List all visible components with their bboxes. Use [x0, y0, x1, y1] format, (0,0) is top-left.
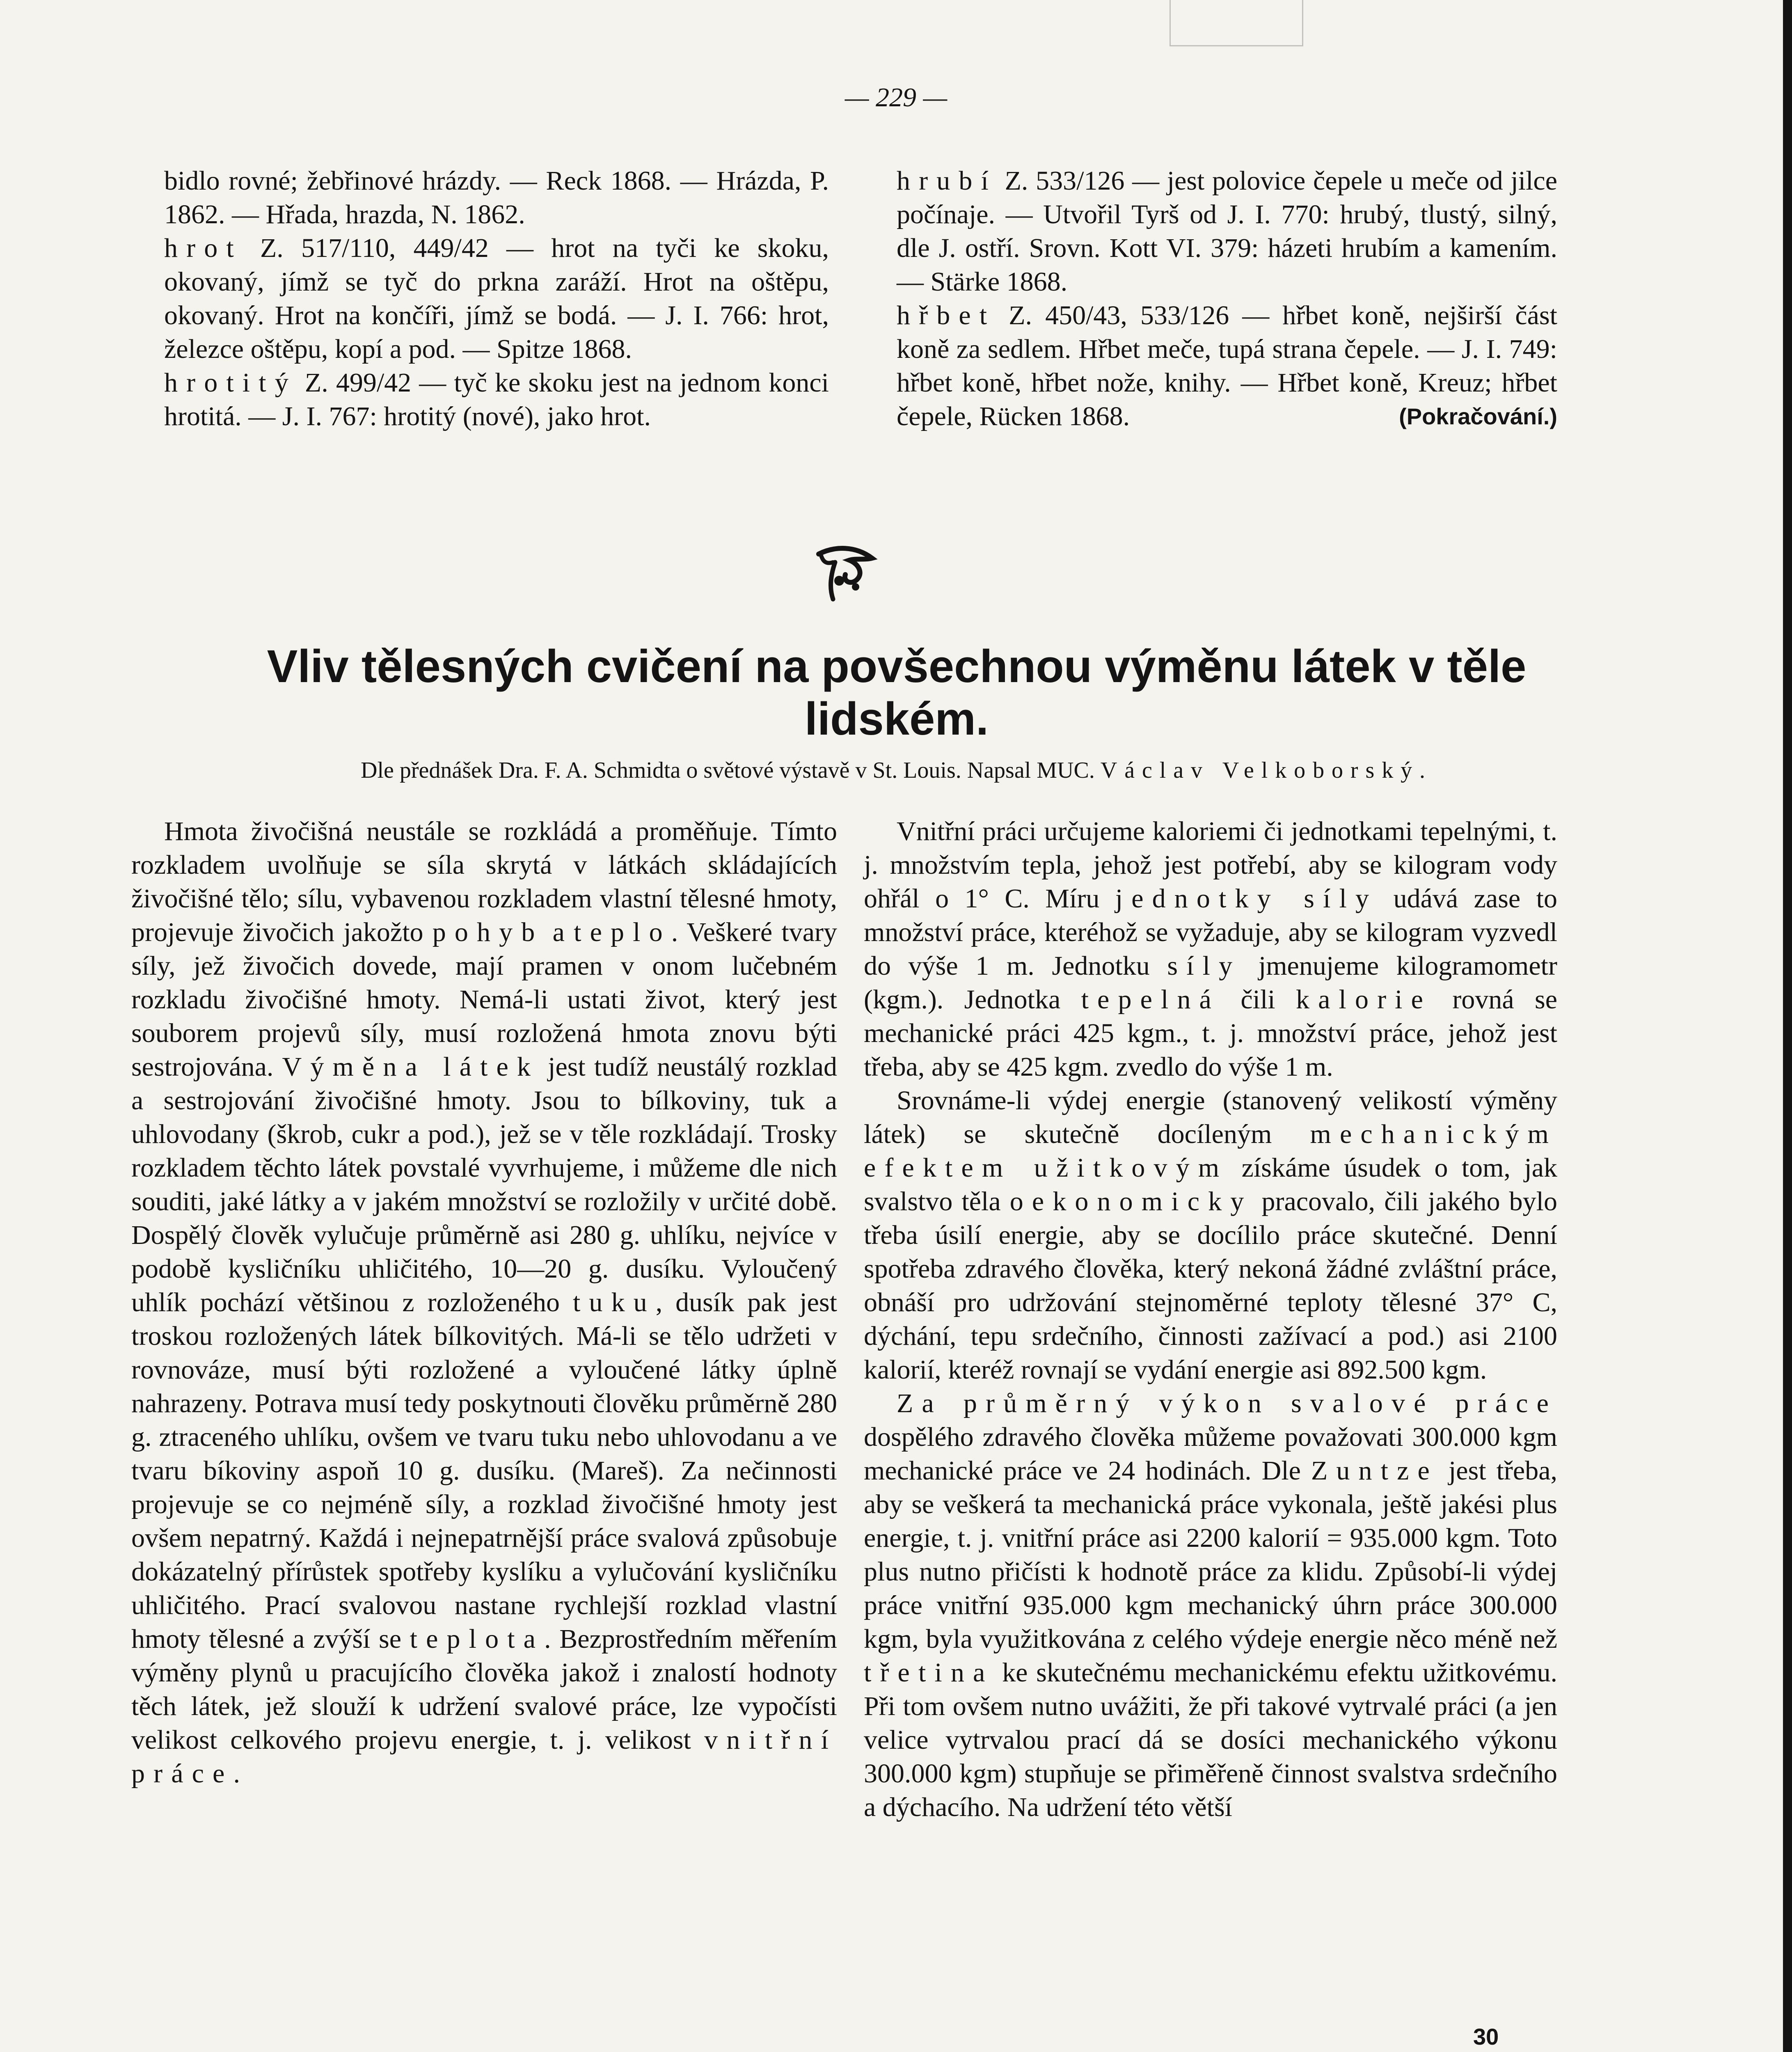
spaced-term: vnitřní práce: [131, 1725, 837, 1789]
entry-headword: hrubí: [897, 166, 997, 196]
paragraph: [864, 1084, 1557, 1387]
entry-bidlo: [131, 164, 829, 231]
text: Hmota živočišná neustále se rozkládá a proměňuje. Tímto rozkladem uvolňuje se síla skrytá v látkách skládajících živočišné tělo; sílu, vybavenou rozkladem vlastní tělesné hmoty, projevuje živočich jakožto: [131, 816, 837, 947]
text: , dusík pak jest troskou rozložených látek bílkovitých. Má-li se tělo udržeti v rovnováze, musí býti rozložené a vyloučené látky úplně nahrazeny. Potrava musí tedy poskytnouti člověku průměrně 280 g. ztraceného uhlíku, ovšem ve tvaru tuku nebo uhlovodanu a ve tvaru bíkoviny aspoň 10 g. dusíku. (Mareš). Za nečinnosti projevuje se co nejméně síly, a rozklad živočišné hmoty jest ovšem nepatrný. Každá i nejnepatrnější práce svalová způsobuje dokázatelný přírůstek spotřeby kyslíku a vylučování kysličníku uhličitého. Prací svalovou nastane rychlejší rozklad vlastní hmoty tělesné a zvýší se: [131, 1287, 837, 1654]
text: jest tudíž neustálý rozklad a sestrojování živočišné hmoty. Jsou to bílkoviny, tuk a uhlovodany (škrob, cukr a pod.), jež se v těle rozkládají. Trosky rozkladem těchto látek povstalé vyvrhujeme, i můžeme dle nich souditi, jaké látky a v jakém množství se rozložily v určité době. Dospělý člověk vylučuje průměrně asi 280 g. uhlíku, nejvíce v podobě kysličníku uhličitého, 10—20 g. dusíku. Vyloučený uhlík pochází většinou z rozloženého: [131, 1052, 837, 1317]
continued-note: (Pokračování.): [1399, 403, 1557, 429]
text: ke skutečnému mechanickému efektu užitkovému. Při tom ovšem nutno uvážiti, že při takové vytrvalé práci (a jen velice vytrvalou prací dá se dosíci mechanického výkonu 300.000 kgm) stupňuje se přiměřeně činnost svalstva srdečního a dýchacího. Na udržení této větší: [864, 1658, 1557, 1822]
spaced-term: síly: [1167, 951, 1241, 981]
text: a: [543, 917, 574, 947]
spaced-term: Výměna látek: [282, 1052, 539, 1082]
byline-text: Dle přednášek Dra. F. A. Schmidta o světové výstavě v St. Louis. Napsal MUC.: [361, 758, 1095, 783]
spaced-term: mechanickým efektem užitkovým: [864, 1119, 1557, 1183]
entry-headword: hrot: [164, 233, 243, 263]
text: . Veškeré tvary síly, jež živočich dovede, mají pramen v onom lučebném rozkladu živočišné hmoty. Nemá-li ustati život, který jest souborem projevů síly, musí rozložená hmota znovu býti sestrojována.: [131, 917, 837, 1082]
entry-text: Z. 517/110, 449/42 — hrot na tyči ke skoku, okovaný, jímž se tyč do prkna zaráží. Hrot na oštěpu, okovaný. Hrot na končíři, jímž se bodá. — J. I. 766: hrot, železce oštěpu, kopí a pod. — Spitze 1868.: [164, 233, 829, 364]
text: rovná se mechanické práci 425 kgm., t. j. množství práce, jehož jest třeba, aby se 425 kgm. zvedlo do výše 1 m.: [864, 985, 1557, 1082]
byline-author: Václav Velkoborský.: [1100, 758, 1433, 783]
text: . Bezprostředním měřením výměny plynů u pracujícího člověka jakož i znalostí hodnoty těch látek, jež slouží k udržení svalové práce, lze vypočísti velikost celkového projevu energie, t. j. velikost: [131, 1624, 837, 1755]
paragraph: [131, 815, 837, 1791]
spaced-term: kalorie: [1295, 985, 1432, 1015]
floral-ornament-icon: [810, 542, 880, 603]
entry-text: Z. 533/126 — jest polovice čepele u meče od jilce počínaje. — Utvořil Tyrš od J. I. 770: hrubý, tlustý, silný, dle J. ostří. Srovn. Kott VI. 379: házeti hrubím a kamením. — Stärke 1868.: [897, 166, 1557, 297]
spaced-term: oekonomicky: [1009, 1186, 1253, 1216]
text: udává zase to množství práce, kteréhož se vyžaduje, aby se kilogram vyzvedl do výše 1 m. Jednotku: [864, 884, 1557, 981]
text: pracovalo, čili jakého bylo třeba úsilí energie, aby se docílilo práce skutečné. Denní spotřeba zdravého člověka, který nekoná žádné zvláštní práce, obnáší pro udržování stejnoměrné teploty tělesné 37° C, dýchání, tepu srdečního, činnosti zažívací a pod.) asi 2100 kalorií, kteréž rovnají se vydání energie asi 892.500 kgm.: [864, 1186, 1557, 1385]
spaced-term: Zuntze: [1311, 1456, 1438, 1486]
spaced-term: třetina: [864, 1658, 994, 1688]
article-byline: [164, 757, 1629, 783]
text: dospělého zdravého člověka můžeme považovati 300.000 kgm mechanické práce ve 24 hodinách. Dle: [864, 1422, 1557, 1486]
article-right-column: [864, 815, 1557, 1824]
entry-headword: hrotitý: [164, 368, 297, 398]
spaced-term: tuku: [572, 1287, 656, 1317]
entry-hrubi: [864, 164, 1557, 299]
entry-hrot: [131, 231, 829, 366]
signature-number: 30: [1473, 2024, 1499, 2050]
entry-hrotity: [131, 366, 829, 433]
spaced-term: Za průměrný výkon svalové práce: [897, 1388, 1557, 1418]
text: jest třeba, aby se veškerá ta mechanická práce vykonala, ještě jakési plus energie, t. j. vnitřní práce asi 2200 kalorií = 935.000 kgm. Toto plus nutno přičísti k hodnotě práce za klidu. Způsobí-li výdej práce vnitřní 935.000 kgm mechanický úhrn práce 300.000 kgm, byla využitkována z celého výdeje energie něco méně než: [864, 1456, 1557, 1654]
article-left-column: [131, 815, 837, 1791]
text: Srovnáme-li výdej energie (stanovený velikostí výměny látek) se skutečně docíleným: [864, 1086, 1557, 1149]
page-number: — 229 —: [845, 82, 947, 112]
entry-headword: hřbet: [897, 300, 996, 330]
spaced-term: teplo: [574, 917, 671, 947]
text: Vnitřní práci určujeme kaloriemi či jednotkami tepelnými, t. j. množstvím tepla, jehož jest potřebí, aby se kilogram vody ohřál o 1° C. Míru: [864, 816, 1557, 914]
top-right-entries: [864, 164, 1557, 433]
entry-text: Z. 499/42 — tyč ke skoku jest na jednom konci hrotitá. — J. I. 767: hrotitý (nové), jako hrot.: [164, 368, 829, 431]
entry-text: Z. 450/43, 533/126 — hřbet koně, nejširší část koně za sedlem. Hřbet meče, tupá strana čepele. — J. I. 749: hřbet koně, hřbet nože, knihy. — Hřbet koně, Kreuz; hřbet čepele, Rücken 1868.: [897, 300, 1557, 431]
text: čili: [1220, 985, 1296, 1015]
text: .: [233, 1759, 240, 1789]
spaced-term: teplota: [410, 1624, 545, 1654]
spaced-term: pohyb: [432, 917, 544, 947]
library-stamp: [1169, 0, 1303, 46]
text: jmenujeme kilogramometr (kgm.). Jednotka: [864, 951, 1557, 1015]
top-left-entries: [131, 164, 829, 433]
spaced-term: jednotky síly: [1115, 884, 1378, 914]
article-title: Vliv tělesných cvičení na povšechnou výměnu látek v těle lidském.: [267, 641, 1527, 744]
text: získáme úsudek o tom, jak svalstvo těla: [864, 1153, 1557, 1216]
spaced-term: tepelná: [1081, 985, 1220, 1015]
paragraph: [864, 1387, 1557, 1824]
entry-text: bidlo rovné; žebřinové hrázdy. — Reck 1868. — Hrázda, P. 1862. — Hřada, hrazda, N. 1862.: [164, 166, 829, 229]
entry-hrbet: [864, 299, 1557, 433]
paragraph: [864, 815, 1557, 1084]
